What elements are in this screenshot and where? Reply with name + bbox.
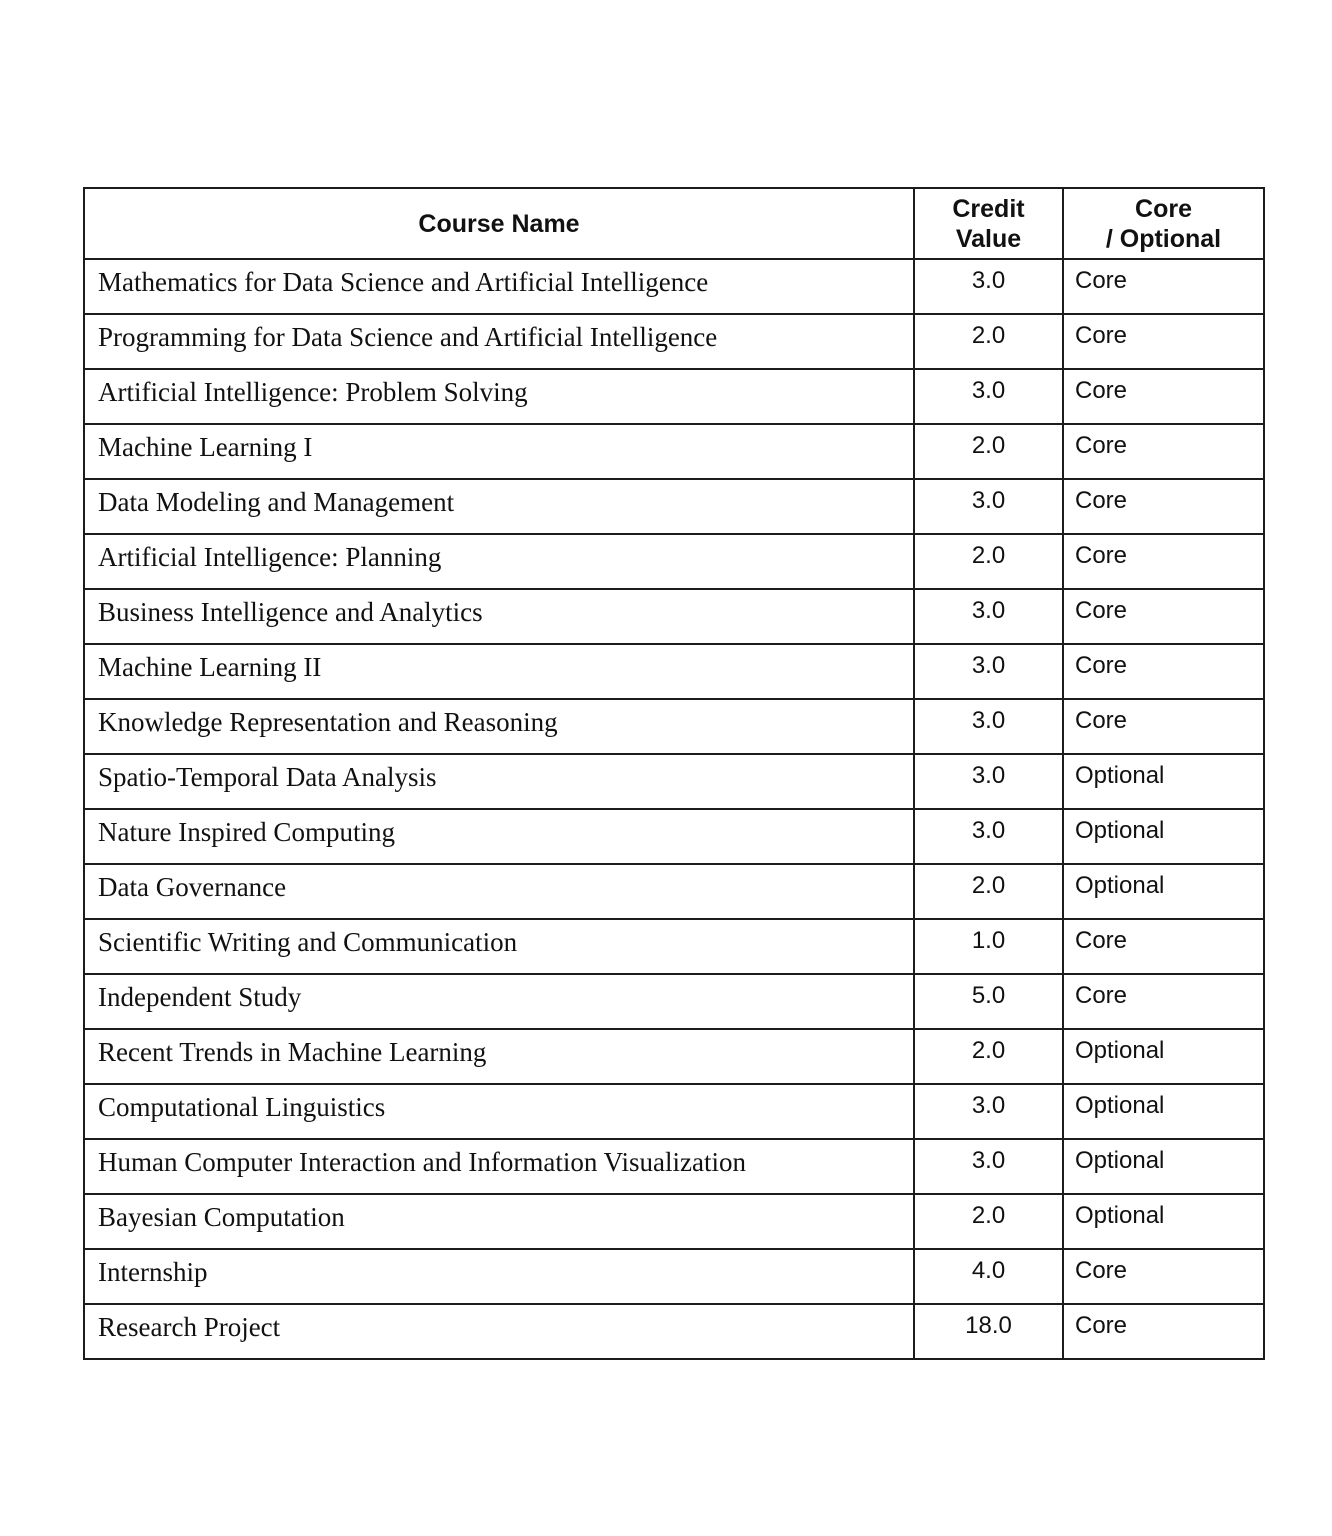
- course-name-cell: Business Intelligence and Analytics: [84, 589, 914, 644]
- course-name-cell: Internship: [84, 1249, 914, 1304]
- core-optional-cell: Core: [1063, 699, 1264, 754]
- table-row: [84, 699, 1264, 754]
- credit-value-cell: 18.0: [914, 1304, 1063, 1359]
- table-row: [84, 369, 1264, 424]
- core-optional-cell: Core: [1063, 919, 1264, 974]
- credit-value-cell: 2.0: [914, 424, 1063, 479]
- credit-value-cell: 3.0: [914, 754, 1063, 809]
- table-row: [84, 974, 1264, 1029]
- course-name-cell: Research Project: [84, 1304, 914, 1359]
- credit-value-cell: 3.0: [914, 259, 1063, 314]
- core-optional-cell: Core: [1063, 369, 1264, 424]
- table-row: [84, 534, 1264, 589]
- table-row: [84, 589, 1264, 644]
- core-optional-cell: Optional: [1063, 864, 1264, 919]
- table-row: [84, 259, 1264, 314]
- core-optional-cell: Core: [1063, 1249, 1264, 1304]
- course-name-cell: Machine Learning I: [84, 424, 914, 479]
- table-header-row: [84, 188, 1264, 259]
- core-optional-cell: Core: [1063, 314, 1264, 369]
- credit-value-cell: 3.0: [914, 809, 1063, 864]
- credit-value-cell: 3.0: [914, 1139, 1063, 1194]
- table-row: [84, 1029, 1264, 1084]
- course-name-cell: Programming for Data Science and Artificial Intelligence: [84, 314, 914, 369]
- credit-value-cell: 5.0: [914, 974, 1063, 1029]
- credit-value-cell: 3.0: [914, 369, 1063, 424]
- course-name-cell: Bayesian Computation: [84, 1194, 914, 1249]
- header-course-name-label: Course Name: [418, 209, 580, 238]
- credit-value-cell: 3.0: [914, 644, 1063, 699]
- core-optional-cell: Core: [1063, 644, 1264, 699]
- course-table: [83, 187, 1265, 1360]
- table-row: [84, 754, 1264, 809]
- course-name-cell: Spatio-Temporal Data Analysis: [84, 754, 914, 809]
- course-name-cell: Machine Learning II: [84, 644, 914, 699]
- core-optional-cell: Optional: [1063, 809, 1264, 864]
- course-name-cell: Recent Trends in Machine Learning: [84, 1029, 914, 1084]
- credit-value-cell: 2.0: [914, 1029, 1063, 1084]
- header-credit-line2: Value: [955, 224, 1022, 253]
- core-optional-cell: Core: [1063, 974, 1264, 1029]
- core-optional-cell: Core: [1063, 259, 1264, 314]
- core-optional-cell: Core: [1063, 1304, 1264, 1359]
- table-row: [84, 1084, 1264, 1139]
- core-optional-cell: Optional: [1063, 1139, 1264, 1194]
- credit-value-cell: 3.0: [914, 589, 1063, 644]
- table-row: [84, 809, 1264, 864]
- table-row: [84, 1249, 1264, 1304]
- table-row: [84, 644, 1264, 699]
- course-name-cell: Artificial Intelligence: Problem Solving: [84, 369, 914, 424]
- table-row: [84, 919, 1264, 974]
- table-row: [84, 1304, 1264, 1359]
- header-core-line2: / Optional: [1105, 224, 1222, 253]
- course-name-cell: Mathematics for Data Science and Artificial Intelligence: [84, 259, 914, 314]
- table-row: [84, 1139, 1264, 1194]
- course-name-cell: Human Computer Interaction and Information Visualization: [84, 1139, 914, 1194]
- credit-value-cell: 2.0: [914, 864, 1063, 919]
- course-name-cell: Computational Linguistics: [84, 1084, 914, 1139]
- table-row: [84, 424, 1264, 479]
- core-optional-cell: Optional: [1063, 1194, 1264, 1249]
- table-row: [84, 1194, 1264, 1249]
- course-name-cell: Independent Study: [84, 974, 914, 1029]
- header-course-name: [84, 188, 914, 259]
- table-row: [84, 479, 1264, 534]
- course-name-cell: Artificial Intelligence: Planning: [84, 534, 914, 589]
- course-name-cell: Knowledge Representation and Reasoning: [84, 699, 914, 754]
- course-table-body: [84, 259, 1264, 1359]
- core-optional-cell: Core: [1063, 479, 1264, 534]
- header-core-line1: Core: [1135, 194, 1192, 223]
- core-optional-cell: Core: [1063, 589, 1264, 644]
- core-optional-cell: Optional: [1063, 754, 1264, 809]
- table-row: [84, 314, 1264, 369]
- header-core-optional: [1063, 188, 1264, 259]
- course-name-cell: Data Modeling and Management: [84, 479, 914, 534]
- core-optional-cell: Optional: [1063, 1029, 1264, 1084]
- table-row: [84, 864, 1264, 919]
- credit-value-cell: 2.0: [914, 1194, 1063, 1249]
- credit-value-cell: 1.0: [914, 919, 1063, 974]
- credit-value-cell: 3.0: [914, 1084, 1063, 1139]
- core-optional-cell: Core: [1063, 424, 1264, 479]
- course-name-cell: Nature Inspired Computing: [84, 809, 914, 864]
- course-name-cell: Data Governance: [84, 864, 914, 919]
- credit-value-cell: 3.0: [914, 479, 1063, 534]
- header-credit-value: [914, 188, 1063, 259]
- header-credit-line1: Credit: [952, 194, 1025, 223]
- credit-value-cell: 2.0: [914, 314, 1063, 369]
- core-optional-cell: Optional: [1063, 1084, 1264, 1139]
- credit-value-cell: 3.0: [914, 699, 1063, 754]
- core-optional-cell: Core: [1063, 534, 1264, 589]
- course-name-cell: Scientific Writing and Communication: [84, 919, 914, 974]
- credit-value-cell: 2.0: [914, 534, 1063, 589]
- credit-value-cell: 4.0: [914, 1249, 1063, 1304]
